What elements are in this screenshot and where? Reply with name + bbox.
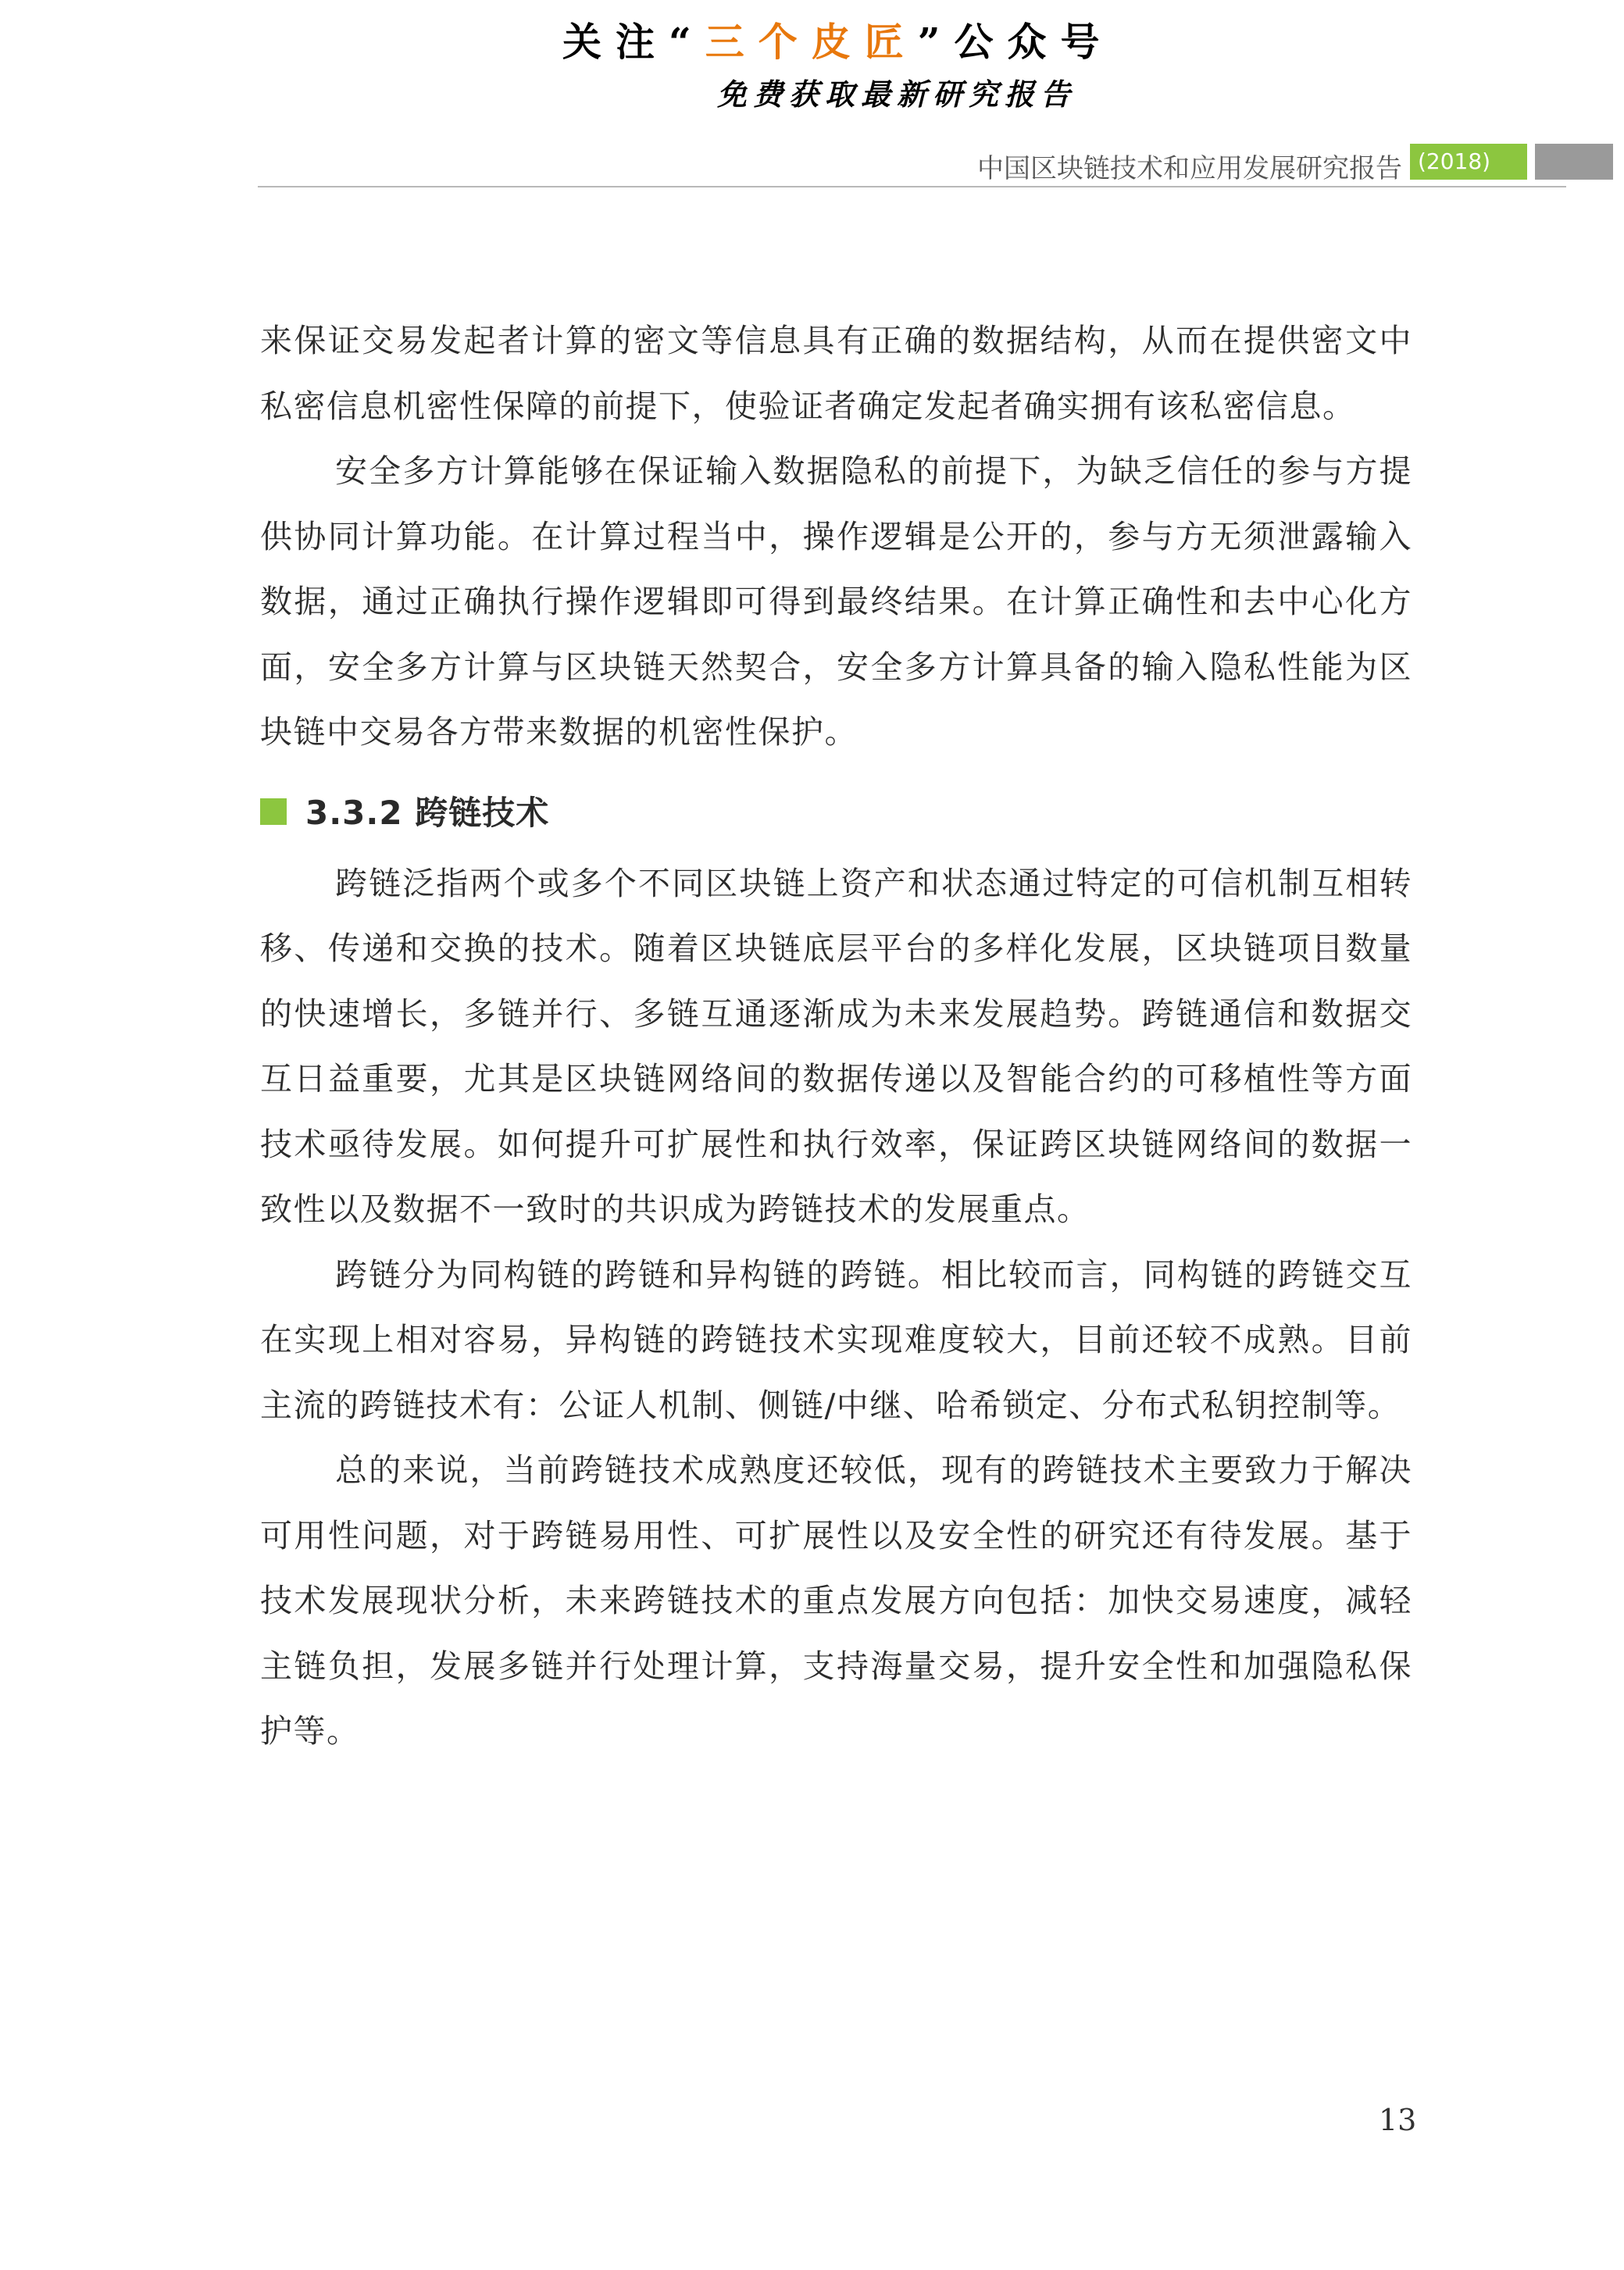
- section-marker-square: [260, 798, 287, 825]
- watermark-prefix: 关注“: [562, 19, 705, 65]
- section-heading: [260, 776, 1412, 847]
- watermark-accent: 三个皮匠: [705, 19, 918, 65]
- watermark-line-1: [562, 11, 1114, 67]
- running-header-year-badge: (2018): [1410, 144, 1527, 180]
- paragraph-mpc: 安全多方计算能够在保证输入数据隐私的前提下，为缺乏信任的参与方提供协同计算功能。在计算过程当中，操作逻辑是公开的，参与方无须泄露输入数据，通过正确执行操作逻辑即可得到最终结果。在计算正确性和去中心化方面，安全多方计算与区块链天然契合，安全多方计算具备的输入隐私性能为区块链中交易各方带来数据的机密性保护。: [260, 452, 1412, 751]
- paragraph-crosschain-intro: 跨链泛指两个或多个不同区块链上资产和状态通过特定的可信机制互相转移、传递和交换的技术。随着区块链底层平台的多样化发展，区块链项目数量的快速增长，多链并行、多链互通逐渐成为未来发展趋势。跨链通信和数据交互日益重要，尤其是区块链网络间的数据传递以及智能合约的可移植性等方面技术亟待发展。如何提升可扩展性和执行效率，保证跨区块链网络间的数据一致性以及数据不一致时的共识成为跨链技术的发展重点。: [260, 864, 1412, 1228]
- running-header-title: 中国区块链技术和应用发展研究报告: [977, 153, 1402, 184]
- watermark-suffix: ”公众号: [917, 19, 1114, 65]
- page-number: 13: [1379, 2103, 1417, 2137]
- running-header-gray-block: [1535, 144, 1613, 180]
- paragraph-crosschain-summary: 总的来说，当前跨链技术成熟度还较低，现有的跨链技术主要致力于解决可用性问题，对于跨链易用性、可扩展性以及安全性的研究还有待发展。基于技术发展现状分析，未来跨链技术的重点发展方向包括：加快交易速度，减轻主链负担，发展多链并行处理计算，支持海量交易，提升安全性和加强隐私保护等。: [260, 1451, 1412, 1750]
- page-content: [260, 309, 1412, 1765]
- running-header: [258, 142, 1566, 187]
- section-heading-text: 3.3.2 跨链技术: [305, 793, 550, 832]
- paragraph-crosschain-types: 跨链分为同构链的跨链和异构链的跨链。相比较而言，同构链的跨链交互在实现上相对容易，异构链的跨链技术实现难度较大，目前还较不成熟。目前主流的跨链技术有：公证人机制、侧链/中继、哈希锁定、分布式私钥控制等。: [260, 1255, 1412, 1424]
- watermark-line-2: 免费获取最新研究报告: [717, 77, 1077, 112]
- paragraph-continued: 来保证交易发起者计算的密文等信息具有正确的数据结构，从而在提供密文中私密信息机密性保障的前提下，使验证者确定发起者确实拥有该私密信息。: [260, 322, 1412, 425]
